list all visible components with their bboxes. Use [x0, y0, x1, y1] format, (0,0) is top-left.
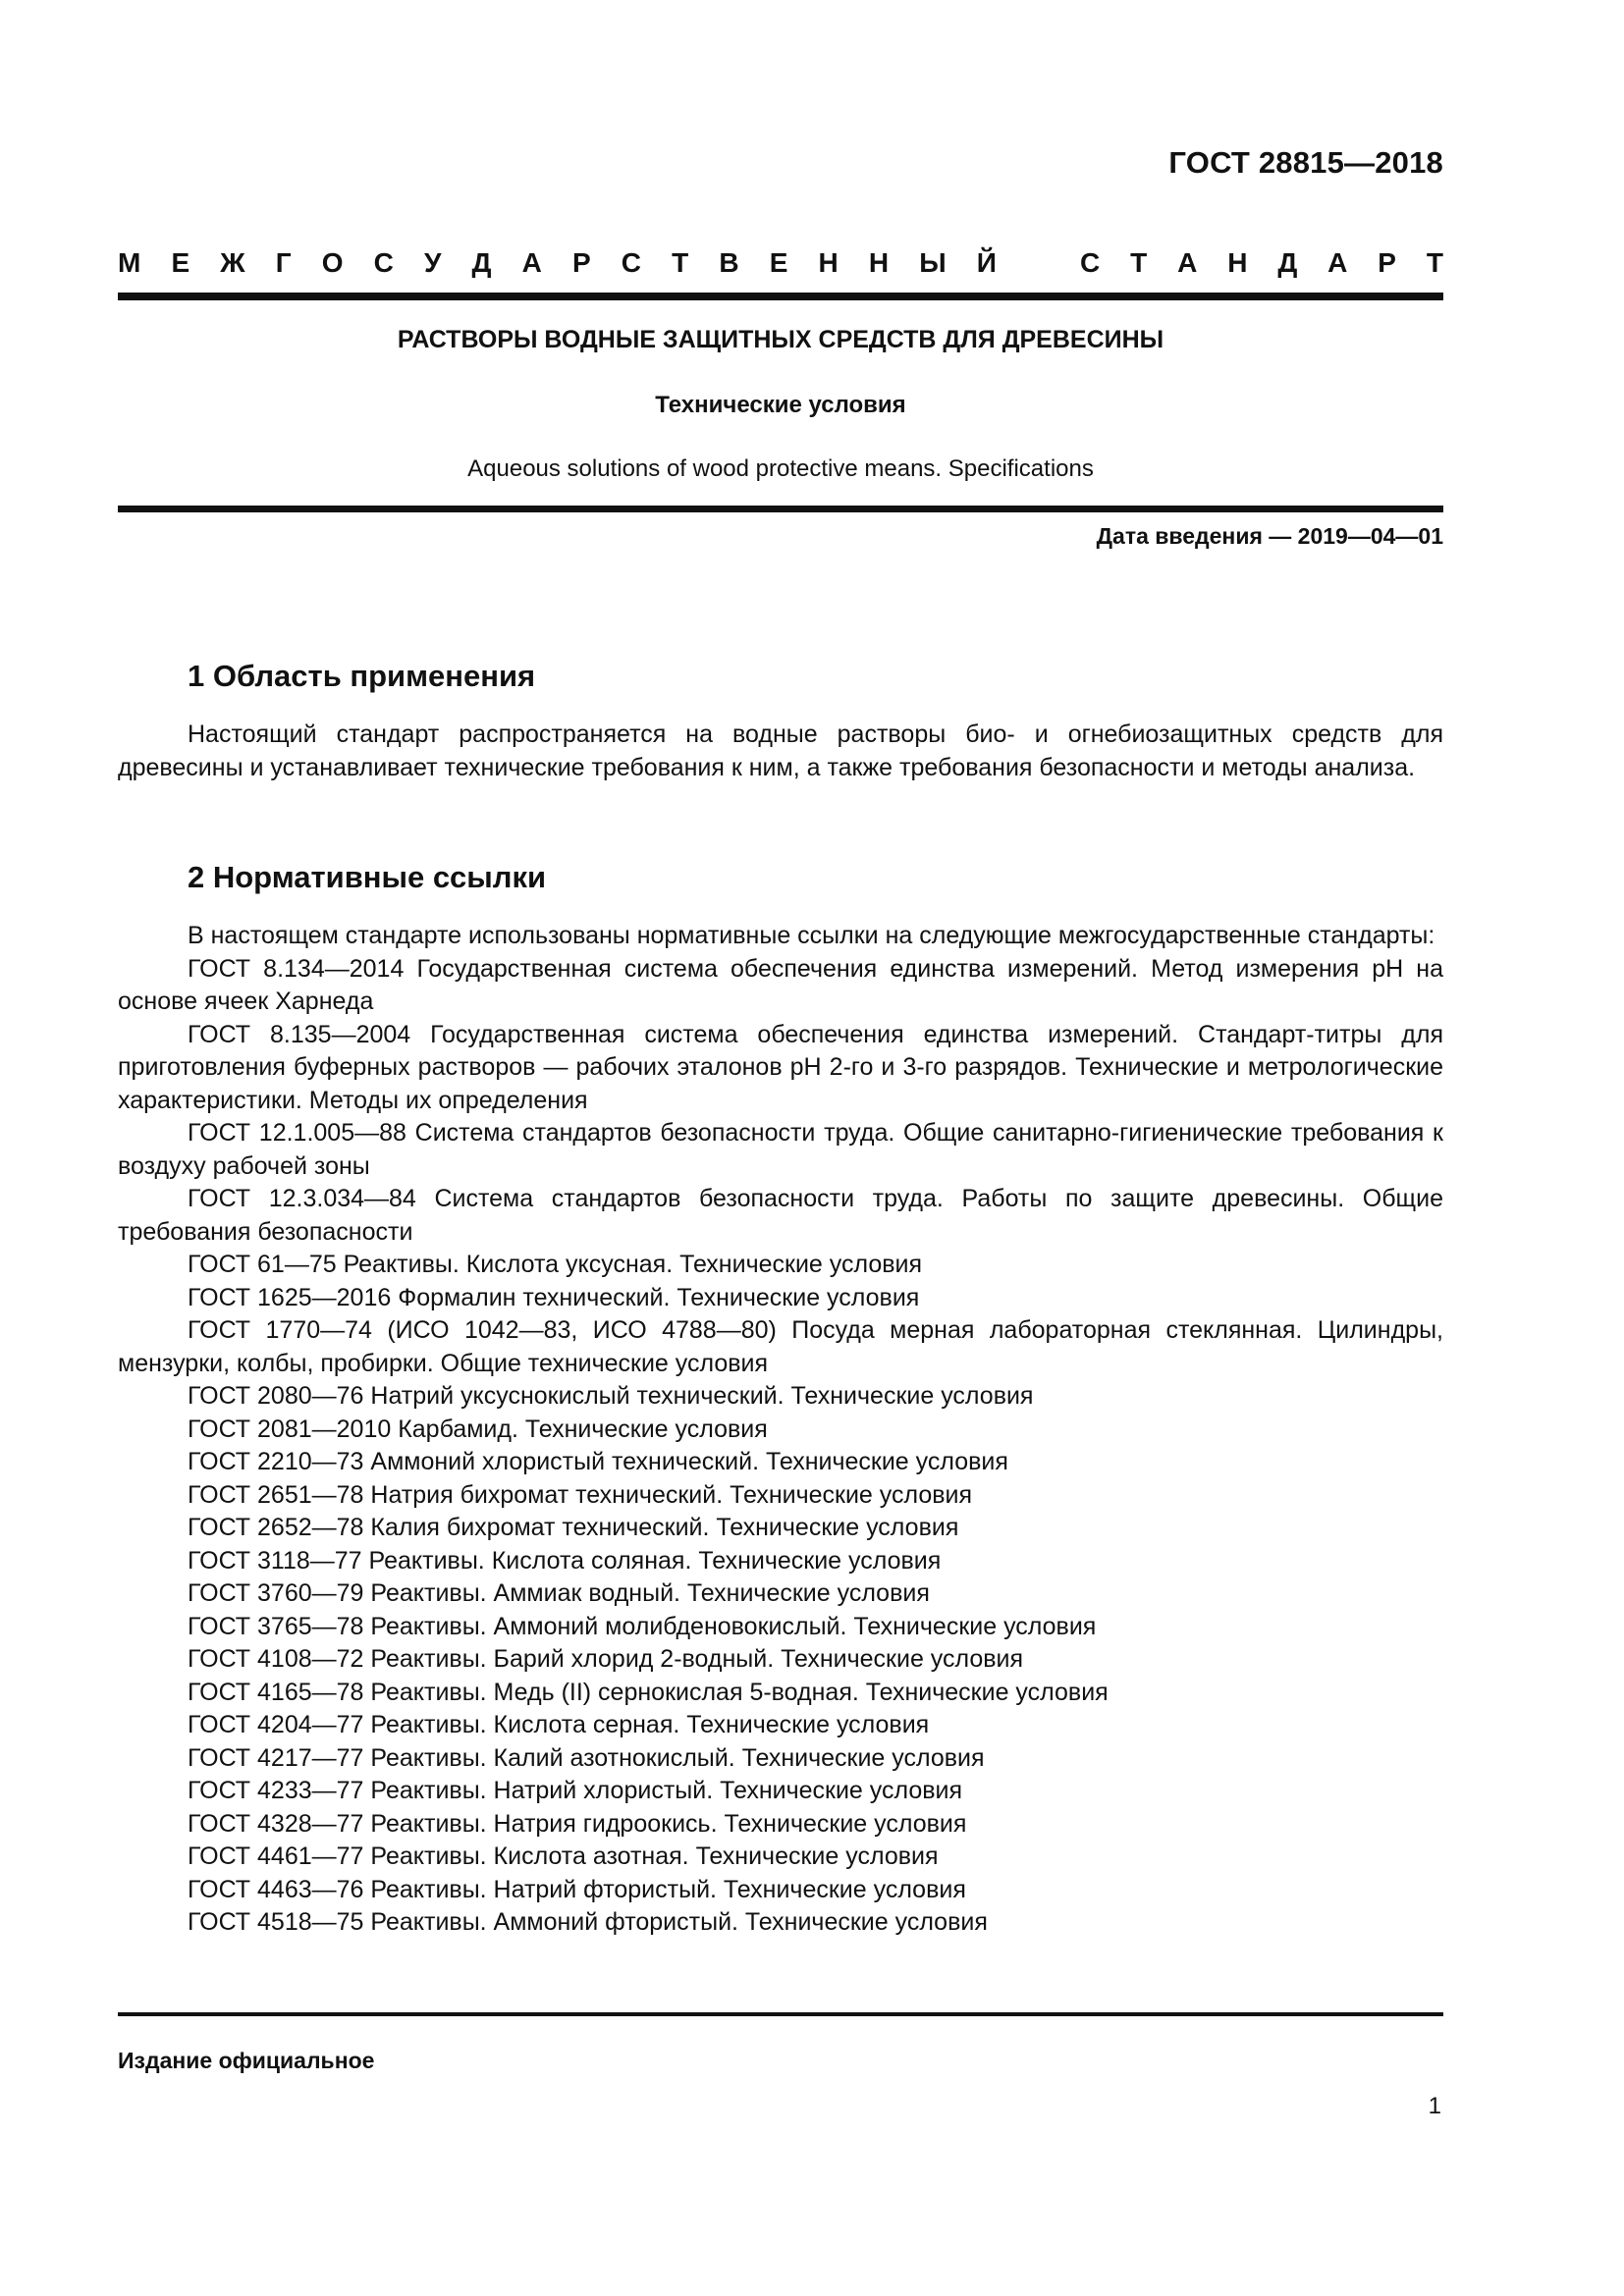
standard-banner [118, 247, 1443, 279]
banner-letter: Е [171, 247, 190, 278]
banner-letter: М [118, 247, 141, 278]
banner-letter: Е [769, 247, 788, 278]
banner-word-standard [1080, 247, 1443, 279]
reference-item: ГОСТ 1770—74 (ИСО 1042—83, ИСО 4788—80) Посуда мерная лабораторная стеклянная. Цилиндры, мензурки, колбы, пробирки. Общие технические условия [118, 1316, 1443, 1377]
banner-letter: Н [1227, 247, 1248, 278]
banner-letter: А [521, 247, 542, 278]
normative-references-list [118, 920, 1443, 1940]
banner-letter: О [321, 247, 344, 278]
top-divider [118, 293, 1443, 300]
document-code: ГОСТ 28815—2018 [1168, 145, 1443, 180]
banner-letter: А [1327, 247, 1348, 278]
reference-item: ГОСТ 2080—76 Натрий уксуснокислый технический. Технические условия [188, 1382, 1034, 1410]
banner-letter: Т [1130, 247, 1148, 278]
banner-letter: Д [471, 247, 492, 278]
scope-paragraph: Настоящий стандарт распространяется на водные растворы био- и огнебиозащитных средств для древесины и устанавливает технические требования к ним, а также требования безопасности и методы анализа. [118, 721, 1443, 781]
banner-letter: Д [1277, 247, 1298, 278]
banner-letter: У [423, 247, 442, 278]
reference-item: ГОСТ 4217—77 Реактивы. Калий азотнокислый. Технические условия [188, 1743, 985, 1772]
banner-letter: В [719, 247, 739, 278]
banner-letter: Р [1378, 247, 1396, 278]
reference-item: ГОСТ 3118—77 Реактивы. Кислота соляная. Технические условия [188, 1546, 942, 1575]
banner-word-interstate [118, 247, 997, 279]
reference-item: ГОСТ 4518—75 Реактивы. Аммоний фтористый. Технические условия [188, 1908, 988, 1936]
reference-item: ГОСТ 8.134—2014 Государственная система обеспечения единства измерений. Метод измерения pH на основе ячеек Харнеда [118, 954, 1443, 1015]
reference-item: ГОСТ 2210—73 Аммоний хлористый технический. Технические условия [188, 1448, 1008, 1475]
reference-item: ГОСТ 4108—72 Реактивы. Барий хлорид 2-водный. Технические условия [188, 1645, 1024, 1673]
reference-item: ГОСТ 4461—77 Реактивы. Кислота азотная. Технические условия [188, 1842, 939, 1870]
reference-item: ГОСТ 4165—78 Реактивы. Медь (II) сернокислая 5-водная. Технические условия [188, 1678, 1109, 1706]
document-title: РАСТВОРЫ ВОДНЫЕ ЗАЩИТНЫХ СРЕДСТВ ДЛЯ ДРЕВЕСИНЫ [397, 326, 1164, 353]
banner-letter: Т [672, 247, 689, 278]
banner-letter: Ж [220, 247, 245, 278]
banner-letter: Й [976, 247, 997, 278]
reference-item: ГОСТ 4328—77 Реактивы. Натрия гидроокись. Технические условия [188, 1809, 967, 1838]
section-heading-normative: 2 Нормативные ссылки [188, 860, 547, 894]
introduction-date: Дата введения — 2019—04—01 [1096, 523, 1443, 549]
page-number: 1 [1428, 2093, 1441, 2119]
reference-item: ГОСТ 3760—79 Реактивы. Аммиак водный. Технические условия [188, 1579, 930, 1607]
references-intro: В настоящем стандарте использованы нормативные ссылки на следующие межгосударственные стандарты: [188, 922, 1435, 949]
reference-item: ГОСТ 2652—78 Калия бихромат технический. Технические условия [188, 1514, 959, 1541]
section-heading-scope: 1 Область применения [188, 659, 536, 693]
document-title-english: Aqueous solutions of wood protective means. Specifications [467, 455, 1094, 482]
reference-item: ГОСТ 4463—76 Реактивы. Натрий фтористый. Технические условия [188, 1875, 966, 1903]
edition-label: Издание официальное [118, 2048, 375, 2073]
reference-item: ГОСТ 4233—77 Реактивы. Натрий хлористый. Технические условия [188, 1777, 963, 1804]
banner-letter: С [621, 247, 641, 278]
reference-item: ГОСТ 12.1.005—88 Система стандартов безопасности труда. Общие санитарно-гигиенические требования к воздуху рабочей зоны [118, 1119, 1443, 1180]
banner-letter: Н [818, 247, 839, 278]
banner-letter: А [1177, 247, 1198, 278]
reference-item: ГОСТ 3765—78 Реактивы. Аммоний молибденовокислый. Технические условия [188, 1612, 1097, 1640]
banner-letter: Н [868, 247, 890, 278]
banner-letter: Р [571, 247, 591, 278]
banner-letter: Г [275, 247, 292, 278]
title-divider [118, 506, 1443, 512]
banner-letter: С [373, 247, 394, 278]
banner-letter: С [1080, 247, 1101, 278]
reference-item: ГОСТ 8.135—2004 Государственная система обеспечения единства измерений. Стандарт-титры для приготовления буферных растворов — рабочих эталонов pH 2-го и 3-го разрядов. Технические и метрологические характеристики. Методы их определения [118, 1020, 1443, 1114]
reference-item: ГОСТ 12.3.034—84 Система стандартов безопасности труда. Работы по защите древесины. Общие требования безопасности [118, 1185, 1443, 1246]
document-subtitle: Технические условия [655, 392, 906, 418]
reference-item: ГОСТ 61—75 Реактивы. Кислота уксусная. Технические условия [188, 1251, 923, 1278]
footer-divider [118, 2012, 1443, 2016]
banner-letter: Т [1426, 247, 1443, 278]
reference-item: ГОСТ 4204—77 Реактивы. Кислота серная. Технические условия [188, 1711, 930, 1738]
reference-item: ГОСТ 2081—2010 Карбамид. Технические условия [188, 1415, 768, 1443]
reference-item: ГОСТ 2651—78 Натрия бихромат технический. Технические условия [188, 1480, 973, 1509]
reference-item: ГОСТ 1625—2016 Формалин технический. Технические условия [188, 1283, 920, 1311]
banner-letter: Ы [919, 247, 947, 278]
